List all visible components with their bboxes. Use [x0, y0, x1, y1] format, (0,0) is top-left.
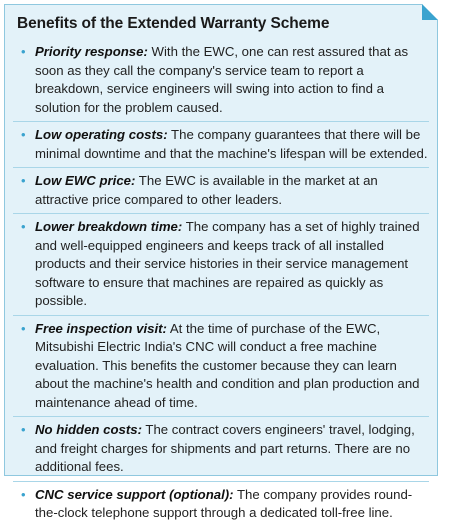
benefit-item-cnc-service-support	[13, 486, 429, 523]
bullet-icon: •	[21, 173, 26, 188]
bullet-icon: •	[21, 127, 26, 142]
bullet-icon: •	[21, 44, 26, 59]
divider	[13, 481, 429, 482]
divider	[13, 121, 429, 122]
benefit-term: Low EWC price:	[35, 173, 136, 188]
benefit-item-free-inspection-visit	[13, 320, 429, 413]
benefit-description: At the time of purchase of the EWC, Mitsubishi Electric India's CNC will conduct a free machine evaluation. This benefits the customer because they can learn about the machine's health and condition and plan production and maintenance ahead of time.	[35, 320, 420, 410]
benefit-description: The company has a set of highly trained and well-equipped engineers and keeps track of all installed products and their service histories in their service management software to ensure that machines are repaired as quickly as possible.	[35, 219, 420, 308]
divider	[13, 416, 429, 417]
benefit-item-lower-breakdown-time	[13, 218, 429, 311]
benefits-list	[13, 43, 429, 523]
folded-corner-icon	[422, 4, 438, 20]
benefit-description: The EWC is available in the market at an attractive price compared to other leaders.	[35, 173, 378, 207]
benefit-term: Lower breakdown time:	[35, 219, 183, 234]
benefit-description: The contract covers engineers' travel, lodging, and freight charges for shipments and part returns. There are no additional fees.	[35, 422, 415, 474]
benefit-term: Priority response:	[35, 44, 148, 59]
benefit-description: The company provides round-the-clock telephone support through a dedicated toll-free line.	[35, 486, 413, 520]
bullet-icon: •	[21, 422, 26, 437]
benefit-term: No hidden costs:	[35, 422, 142, 437]
benefit-term: Low operating costs:	[35, 127, 168, 142]
bullet-icon: •	[21, 219, 26, 234]
divider	[13, 167, 429, 168]
benefit-description: With the EWC, one can rest assured that as soon as they call the company's service team to report a breakdown, service engineers will swing into action to find a solution for the problem caused.	[35, 44, 409, 115]
box-title: Benefits of the Extended Warranty Scheme	[17, 15, 330, 32]
bullet-icon: •	[21, 486, 26, 502]
benefit-term: CNC service support (optional):	[35, 486, 234, 502]
bullet-icon: •	[21, 320, 26, 336]
benefit-item-low-ewc-price	[13, 172, 429, 209]
benefit-item-no-hidden-costs	[13, 421, 429, 477]
divider	[13, 315, 429, 316]
benefit-item-priority-response	[13, 43, 429, 117]
divider	[13, 213, 429, 214]
warranty-benefits-box	[4, 4, 438, 520]
benefit-term: Free inspection visit:	[35, 320, 167, 336]
benefit-item-low-operating-costs	[13, 126, 429, 163]
benefit-description: The company guarantees that there will be minimal downtime and that the machine's lifespan will be extended.	[35, 127, 428, 161]
